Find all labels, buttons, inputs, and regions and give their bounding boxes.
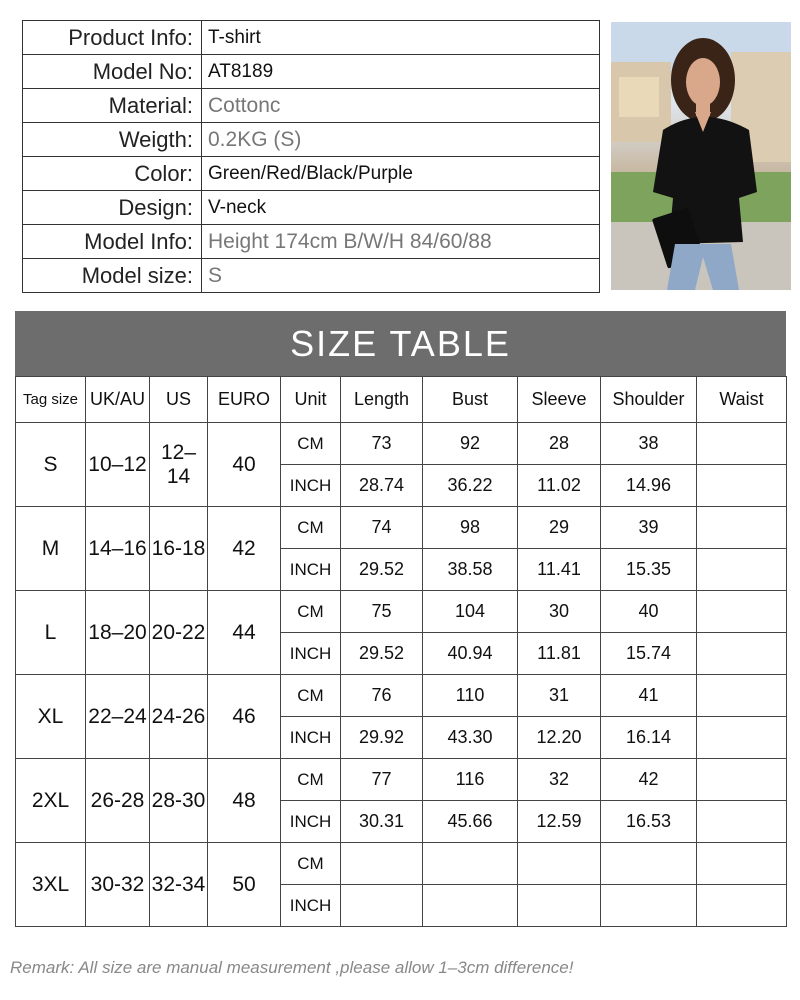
tag-size-cell: 2XL (16, 759, 86, 843)
size-header-cell: Length (341, 377, 423, 423)
measurement-cell: 14.96 (601, 465, 697, 507)
size-table-title: SIZE TABLE (15, 311, 786, 376)
measurement-cell (341, 885, 423, 927)
size-row-cm (16, 675, 787, 717)
measurement-cell (697, 633, 787, 675)
us-cell: 16-18 (150, 507, 208, 591)
info-value: T-shirt (202, 21, 600, 55)
measurement-cell: 40.94 (423, 633, 518, 675)
us-cell: 20-22 (150, 591, 208, 675)
info-row (23, 89, 600, 123)
uk-au-cell: 18–20 (86, 591, 150, 675)
measurement-cell (423, 843, 518, 885)
measurement-cell: 11.81 (518, 633, 601, 675)
measurement-cell: 30.31 (341, 801, 423, 843)
measurement-cell: 36.22 (423, 465, 518, 507)
measurement-cell: 110 (423, 675, 518, 717)
measurement-cell (697, 591, 787, 633)
unit-cm-cell: CM (281, 675, 341, 717)
size-row-cm (16, 423, 787, 465)
size-header-cell: Unit (281, 377, 341, 423)
uk-au-cell: 30-32 (86, 843, 150, 927)
info-label: Model No: (23, 55, 202, 89)
measurement-cell: 116 (423, 759, 518, 801)
info-value: Height 174cm B/W/H 84/60/88 (202, 225, 600, 259)
info-value: AT8189 (202, 55, 600, 89)
measurement-cell: 38 (601, 423, 697, 465)
info-label: Product Info: (23, 21, 202, 55)
size-table (15, 376, 787, 927)
us-cell: 12–14 (150, 423, 208, 507)
measurement-cell: 29.52 (341, 633, 423, 675)
size-header-cell: EURO (208, 377, 281, 423)
measurement-cell: 16.14 (601, 717, 697, 759)
info-row (23, 157, 600, 191)
measurement-cell: 28 (518, 423, 601, 465)
measurement-cell (697, 465, 787, 507)
euro-cell: 50 (208, 843, 281, 927)
measurement-cell (697, 717, 787, 759)
unit-inch-cell: INCH (281, 633, 341, 675)
info-row (23, 225, 600, 259)
measurement-cell: 29.92 (341, 717, 423, 759)
tag-size-cell: S (16, 423, 86, 507)
unit-inch-cell: INCH (281, 717, 341, 759)
tag-size-cell: L (16, 591, 86, 675)
info-value: 0.2KG (S) (202, 123, 600, 157)
measurement-cell: 29.52 (341, 549, 423, 591)
size-header-cell: Bust (423, 377, 518, 423)
measurement-cell: 40 (601, 591, 697, 633)
us-cell: 32-34 (150, 843, 208, 927)
measurement-cell (518, 885, 601, 927)
info-row (23, 123, 600, 157)
unit-inch-cell: INCH (281, 801, 341, 843)
measurement-cell: 42 (601, 759, 697, 801)
measurement-cell: 74 (341, 507, 423, 549)
tag-size-cell: 3XL (16, 843, 86, 927)
measurement-cell: 43.30 (423, 717, 518, 759)
measurement-cell: 12.59 (518, 801, 601, 843)
info-row (23, 55, 600, 89)
product-info-table (22, 20, 600, 293)
uk-au-cell: 26-28 (86, 759, 150, 843)
uk-au-cell: 22–24 (86, 675, 150, 759)
unit-inch-cell: INCH (281, 885, 341, 927)
measurement-cell (697, 801, 787, 843)
unit-cm-cell: CM (281, 759, 341, 801)
measurement-cell (423, 885, 518, 927)
measurement-cell: 92 (423, 423, 518, 465)
size-table-header-row (16, 377, 787, 423)
measurement-cell: 77 (341, 759, 423, 801)
size-row-cm (16, 759, 787, 801)
measurement-cell: 45.66 (423, 801, 518, 843)
uk-au-cell: 10–12 (86, 423, 150, 507)
tag-size-cell: M (16, 507, 86, 591)
info-label: Design: (23, 191, 202, 225)
measurement-cell: 104 (423, 591, 518, 633)
product-info-body (23, 21, 600, 293)
info-label: Model size: (23, 259, 202, 293)
info-label: Weigth: (23, 123, 202, 157)
measurement-cell (697, 843, 787, 885)
us-cell: 24-26 (150, 675, 208, 759)
measurement-cell: 15.74 (601, 633, 697, 675)
size-row-cm (16, 591, 787, 633)
info-row (23, 21, 600, 55)
euro-cell: 46 (208, 675, 281, 759)
info-label: Color: (23, 157, 202, 191)
measurement-cell: 73 (341, 423, 423, 465)
measurement-cell: 11.41 (518, 549, 601, 591)
measurement-cell: 32 (518, 759, 601, 801)
measurement-cell: 15.35 (601, 549, 697, 591)
model-photo (611, 22, 791, 290)
measurement-cell (697, 507, 787, 549)
size-row-cm (16, 843, 787, 885)
size-header-cell: UK/AU (86, 377, 150, 423)
remark-note: Remark: All size are manual measurement ,please allow 1–3cm difference! (10, 958, 574, 977)
measurement-cell: 11.02 (518, 465, 601, 507)
measurement-cell: 41 (601, 675, 697, 717)
measurement-cell: 29 (518, 507, 601, 549)
measurement-cell (341, 843, 423, 885)
tag-size-cell: XL (16, 675, 86, 759)
measurement-cell: 16.53 (601, 801, 697, 843)
measurement-cell (601, 843, 697, 885)
uk-au-cell: 14–16 (86, 507, 150, 591)
unit-cm-cell: CM (281, 591, 341, 633)
euro-cell: 40 (208, 423, 281, 507)
us-cell: 28-30 (150, 759, 208, 843)
info-value: Green/Red/Black/Purple (202, 157, 600, 191)
measurement-cell: 39 (601, 507, 697, 549)
measurement-cell: 38.58 (423, 549, 518, 591)
unit-cm-cell: CM (281, 507, 341, 549)
unit-inch-cell: INCH (281, 465, 341, 507)
size-header-cell: Shoulder (601, 377, 697, 423)
euro-cell: 48 (208, 759, 281, 843)
info-value: S (202, 259, 600, 293)
measurement-cell: 76 (341, 675, 423, 717)
measurement-cell: 28.74 (341, 465, 423, 507)
model-photo-illustration (611, 22, 791, 290)
measurement-cell: 31 (518, 675, 601, 717)
size-header-cell: Tag size (16, 377, 86, 423)
measurement-cell (697, 423, 787, 465)
unit-inch-cell: INCH (281, 549, 341, 591)
measurement-cell (601, 885, 697, 927)
euro-cell: 42 (208, 507, 281, 591)
measurement-cell: 30 (518, 591, 601, 633)
euro-cell: 44 (208, 591, 281, 675)
unit-cm-cell: CM (281, 843, 341, 885)
measurement-cell: 98 (423, 507, 518, 549)
measurement-cell: 12.20 (518, 717, 601, 759)
info-value: Cottonc (202, 89, 600, 123)
measurement-cell (697, 549, 787, 591)
info-row (23, 191, 600, 225)
info-label: Material: (23, 89, 202, 123)
measurement-cell: 75 (341, 591, 423, 633)
info-value: V-neck (202, 191, 600, 225)
size-header-cell: Sleeve (518, 377, 601, 423)
size-table-body (16, 423, 787, 927)
info-row (23, 259, 600, 293)
size-row-cm (16, 507, 787, 549)
info-label: Model Info: (23, 225, 202, 259)
size-header-cell: US (150, 377, 208, 423)
measurement-cell (697, 759, 787, 801)
measurement-cell (518, 843, 601, 885)
unit-cm-cell: CM (281, 423, 341, 465)
size-header-cell: Waist (697, 377, 787, 423)
measurement-cell (697, 885, 787, 927)
measurement-cell (697, 675, 787, 717)
